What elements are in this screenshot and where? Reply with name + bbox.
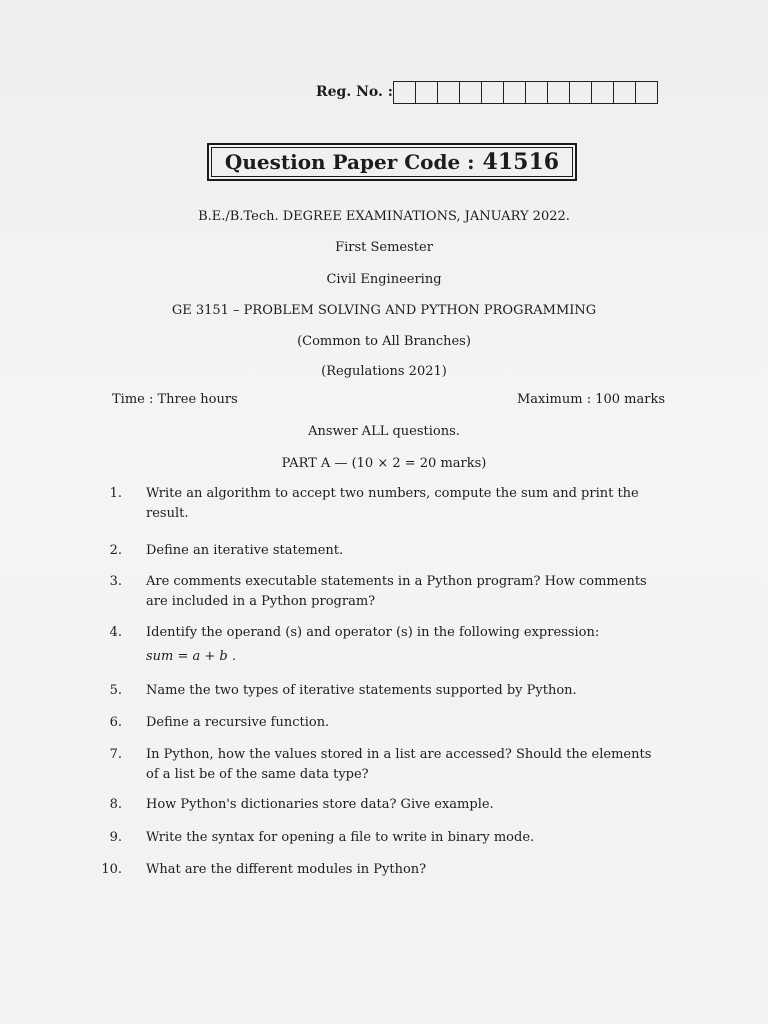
part-heading: PART A — (10 × 2 = 20 marks) [281,456,487,471]
reg-no-digit-box[interactable] [438,81,460,104]
reg-no-digit-box[interactable] [393,81,416,104]
reg-no-digit-box[interactable] [482,81,504,104]
question-text [146,484,668,524]
question-number: 2. [109,543,122,558]
reg-no-label: Reg. No. : [316,84,393,100]
question-number: 1. [109,486,122,501]
question-text-content: Are comments executable statements in a Python program? How comments are included in a Python program? [146,574,647,609]
exam-title: B.E./B.Tech. DEGREE EXAMINATIONS, JANUARY 2022. [198,209,570,224]
question-text [146,572,668,612]
question-text [146,713,668,733]
department: Civil Engineering [326,272,442,287]
semester: First Semester [335,240,433,255]
reg-no-digit-box[interactable] [592,81,614,104]
question-text [146,745,668,785]
reg-no-digit-box[interactable] [548,81,570,104]
question-text-content: In Python, how the values stored in a list are accessed? Should the elements of a list be of the same data type? [146,747,652,782]
question-expression: sum = a + b . [146,649,237,664]
reg-no-digit-box[interactable] [526,81,548,104]
question-number: 6. [109,715,122,730]
instruction: Answer ALL questions. [308,424,460,439]
question-paper-code-box [207,143,577,181]
question-text-content: Write an algorithm to accept two numbers, compute the sum and print the result. [146,486,639,521]
reg-no-digit-box[interactable] [570,81,592,104]
common-branches: (Common to All Branches) [297,334,471,349]
question-text-content: Identify the operand (s) and operator (s) in the following expression: [146,625,600,640]
time-allowed: Time : Three hours [112,392,238,407]
question-text [146,681,668,701]
course-title: GE 3151 – PROBLEM SOLVING AND PYTHON PROGRAMMING [171,303,597,318]
question-paper-code-value: 41516 [482,149,560,175]
question-number: 8. [109,797,122,812]
question-text-content: What are the different modules in Python? [146,862,427,877]
maximum-marks: Maximum : 100 marks [516,392,665,407]
question-text [146,623,668,667]
question-number: 5. [109,683,122,698]
question-number: 7. [109,747,122,762]
question-text [146,795,668,815]
question-paper-code-label: Question Paper Code : [224,150,475,174]
question-number: 9. [109,830,122,845]
question-number: 10. [101,862,122,877]
regulations: (Regulations 2021) [321,364,447,379]
question-text [146,860,668,880]
question-text-content: How Python's dictionaries store data? Give example. [146,797,494,812]
reg-no-digit-box[interactable] [504,81,526,104]
reg-no-digit-box[interactable] [636,81,658,104]
reg-no-boxes[interactable] [393,81,658,104]
question-text-content: Define an iterative statement. [146,543,344,558]
reg-no-digit-box[interactable] [416,81,438,104]
question-number: 4. [109,625,122,640]
question-text-content: Define a recursive function. [146,715,330,730]
question-number: 3. [109,574,122,589]
question-text-content: Write the syntax for opening a file to write in binary mode. [146,830,535,845]
question-text [146,828,668,848]
question-text-content: Name the two types of iterative statements supported by Python. [146,683,577,698]
reg-no-digit-box[interactable] [460,81,482,104]
question-text [146,541,668,561]
reg-no-digit-box[interactable] [614,81,636,104]
